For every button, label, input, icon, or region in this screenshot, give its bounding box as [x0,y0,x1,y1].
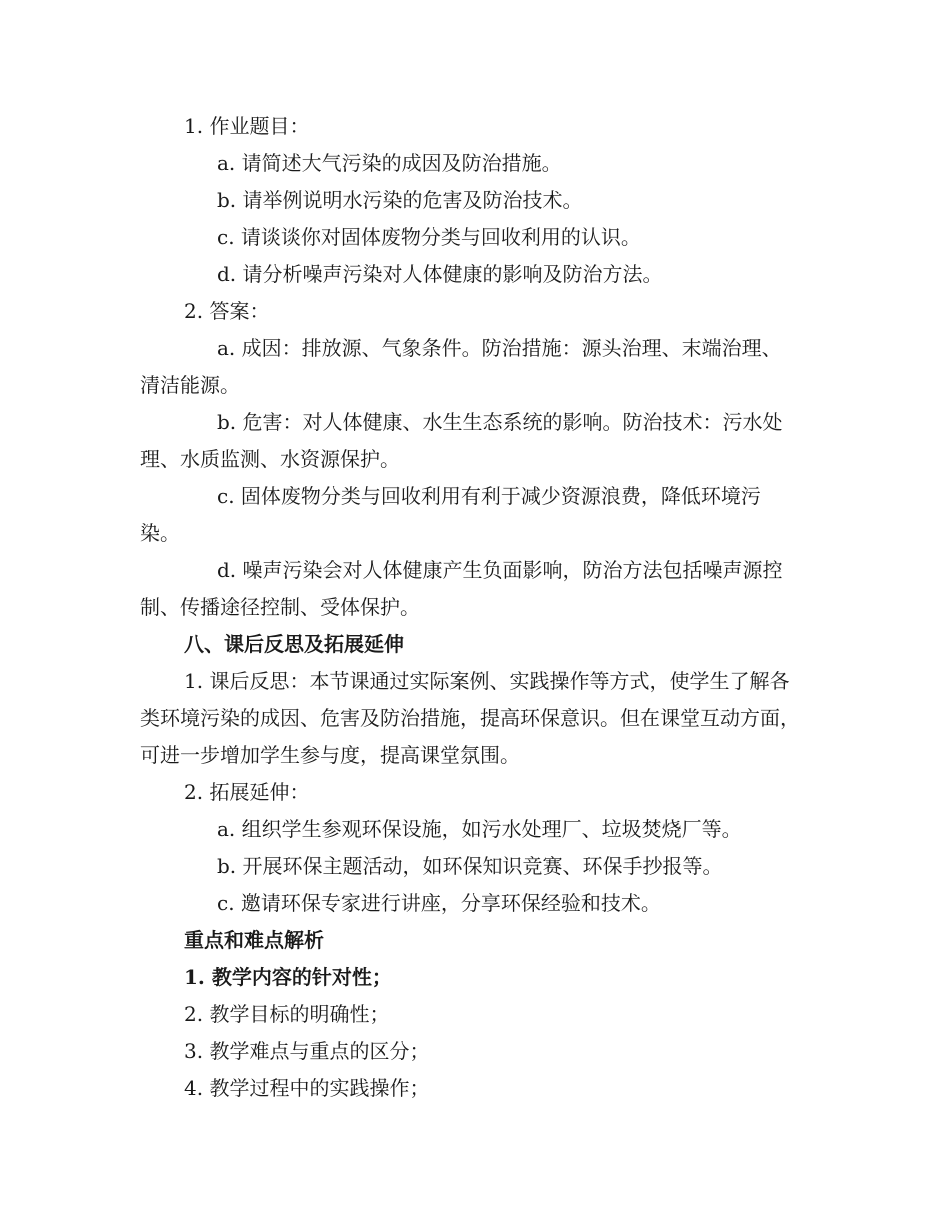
section-title: 八、课后反思及拓展延伸 [184,632,404,656]
answer-item: d. 噪声污染会对人体健康产生负面影响，防治方法包括噪声源控制、传播途径控制、受体保护。 [140,558,783,619]
extension-item: b. 开展环保主题活动，如环保知识竞赛、环保手抄报等。 [217,854,723,878]
key-point-item: 3. 教学难点与重点的区分； [184,1039,430,1063]
key-point-item: 1. 教学内容的针对性； [184,965,392,989]
key-point-item: 4. 教学过程中的实践操作； [184,1076,430,1100]
answers-heading: 2. 答案： [184,299,270,323]
extension-item: c. 邀请环保专家进行讲座，分享环保经验和技术。 [217,891,661,915]
extension-heading: 2. 拓展延伸： [184,780,310,804]
reflection-paragraph: 1. 课后反思：本节课通过实际案例、实践操作等方式，使学生了解各类环境污染的成因、危害及防治措施，提高环保意识。但在课堂互动方面，可进一步增加学生参与度，提高课堂氛围。 [140,669,800,767]
key-point-item: 2. 教学目标的明确性； [184,1002,390,1026]
key-points-title: 重点和难点解析 [184,928,324,952]
homework-item: b. 请举例说明水污染的危害及防治技术。 [217,188,583,212]
homework-item: d. 请分析噪声污染对人体健康的影响及防治方法。 [217,262,663,286]
answer-item: b. 危害：对人体健康、水生生态系统的影响。防治技术：污水处理、水质监测、水资源保护。 [140,410,783,471]
extension-item: a. 组织学生参观环保设施，如污水处理厂、垃圾焚烧厂等。 [217,817,742,841]
answer-item: a. 成因：排放源、气象条件。防治措施：源头治理、末端治理、清洁能源。 [140,336,782,397]
homework-item: c. 请谈谈你对固体废物分类与回收利用的认识。 [217,225,641,249]
homework-item: a. 请简述大气污染的成因及防治措施。 [217,151,562,175]
answer-item: c. 固体废物分类与回收利用有利于减少资源浪费，降低环境污染。 [140,484,761,545]
homework-heading: 1. 作业题目： [184,114,310,138]
